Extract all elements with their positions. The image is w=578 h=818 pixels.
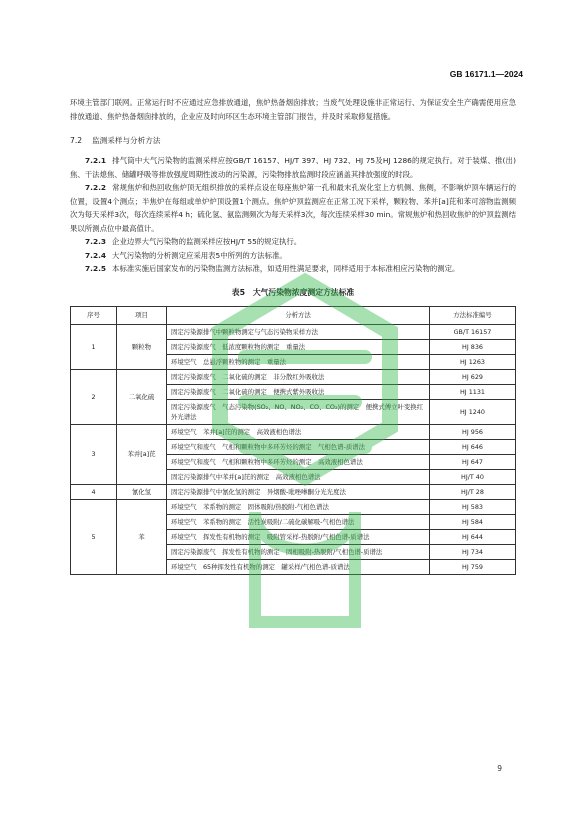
method-standards-table <box>70 306 516 575</box>
clause-list <box>70 154 516 276</box>
table-row <box>71 499 516 514</box>
cell-code: GB/T 16157 <box>430 324 516 339</box>
cell-item: 颗粒物 <box>117 324 167 369</box>
clause-number: 7.2.4 <box>85 250 107 260</box>
cell-method: 环境空气和废气 气相和颗粒物中多环芳烃的测定 气相色谱-质谱法 <box>167 439 430 454</box>
clause-number: 7.2.1 <box>85 156 107 165</box>
table-row <box>71 424 516 439</box>
header-cell-method: 分析方法 <box>167 306 430 324</box>
intro-paragraph: 环境主管部门联网。正常运行时不应通过应急排放通道，焦炉热备烟囱排放；当废气处理设施非正常运行、为保证安全生产确需使用应急排放通道、焦炉热备烟囱排放的，企业应及时向环区生态环境主管部门报告，并及时采取修复措施。 <box>70 98 516 121</box>
table-row <box>71 324 516 339</box>
document-body <box>70 96 516 575</box>
cell-method: 固定污染源排气中氰化氢的测定 异烟酸-吡唑啉酮分光光度法 <box>167 484 430 499</box>
clause-item <box>70 249 516 263</box>
cell-method: 环境空气 总悬浮颗粒物的测定 重量法 <box>167 354 430 369</box>
cell-method: 固定污染源废气 低浓度颗粒物的测定 重量法 <box>167 339 430 354</box>
clause-number: 7.2.5 <box>85 264 107 273</box>
clause-text: 大气污染物的分析测定应采用表5中所列的方法标准。 <box>112 250 287 260</box>
standard-code-header: GB 16171.1—2024 <box>449 69 523 79</box>
clause-number: 7.2.3 <box>85 237 107 246</box>
clause-text: 本标准实施后国家发布的污染物监测方法标准，如适用性满足要求，同样适用于本标准相应污染物的测定。 <box>112 264 460 273</box>
cell-code: HJ 583 <box>430 499 516 514</box>
clause-item <box>70 154 516 181</box>
cell-method: 环境空气 挥发性有机物的测定 吸附管采样-热脱附/气相色谱-质谱法 <box>167 529 430 544</box>
cell-method: 环境空气 苯系物的测定 固体吸附/热脱附-气相色谱法 <box>167 499 430 514</box>
clause-item <box>70 235 516 249</box>
cell-code: HJ 1131 <box>430 384 516 399</box>
cell-item: 苯并[a]芘 <box>117 424 167 484</box>
cell-code: HJ 646 <box>430 439 516 454</box>
cell-method: 固定污染源废气 二氧化硫的测定 非分散红外吸收法 <box>167 369 430 384</box>
cell-no: 3 <box>71 424 117 484</box>
cell-method: 环境空气 苯系物的测定 活性炭吸附/二硫化碳解吸-气相色谱法 <box>167 514 430 529</box>
clause-item <box>70 181 516 235</box>
clause-text: 排气筒中大气污染物的监测采样应按GB/T 16157、HJ/T 397、HJ 732、HJ 75及HJ 1286的规定执行。对于装煤、推(出)焦、干法熄焦、储罐呼吸等排放强度周期性波动的污染源，污染物排放监测时段应涵盖其排放强度的时段。 <box>70 156 516 179</box>
cell-code: HJ 836 <box>430 339 516 354</box>
cell-method: 环境空气和废气 气相和颗粒物中多环芳烃的测定 高效液相色谱法 <box>167 454 430 469</box>
cell-code: HJ 644 <box>430 529 516 544</box>
cell-no: 5 <box>71 499 117 574</box>
cell-method: 固定污染源废气 二氧化硫的测定 便携式紫外吸收法 <box>167 384 430 399</box>
cell-item: 苯 <box>117 499 167 574</box>
cell-no: 1 <box>71 324 117 369</box>
cell-code: HJ 1263 <box>430 354 516 369</box>
clause-text: 常规焦炉和热回收焦炉顶无组织排放的采样点设在每座焦炉第一孔和最末孔炭化室上方机侧、焦侧，不影响炉顶车辆运行的位置，设置4个测点；半焦炉在每组或单炉炉顶设置1个测点。焦炉炉顶监测应在正常工况下采样，颗粒物、苯并[a]芘和苯可溶物监测频次为每天采样3次，每次连续采样4 h；硫化氢、氨监测频次为每天采样3次，每次连续采样30 min。常规焦炉和热回收焦炉的炉顶监测结果以所测点位中最高值计。 <box>70 183 516 233</box>
page-number: 9 <box>497 764 502 773</box>
table-caption: 表5 大气污染物浓度测定方法标准 <box>231 287 355 297</box>
cell-code: HJ 584 <box>430 514 516 529</box>
cell-item: 二氧化硫 <box>117 369 167 424</box>
header-cell-no: 序号 <box>71 306 117 324</box>
table-header-row <box>71 306 516 324</box>
cell-code: HJ/T 40 <box>430 469 516 484</box>
cell-method: 固定污染源废气 气态污染物(SO₂、NO、NO₂、CO、CO₂)的测定 便携式傅立叶变换红外光谱法 <box>167 399 430 424</box>
cell-no: 2 <box>71 369 117 424</box>
cell-code: HJ/T 28 <box>430 484 516 499</box>
header-cell-code: 方法标准编号 <box>430 306 516 324</box>
cell-code: HJ 1240 <box>430 399 516 424</box>
clause-number: 7.2.2 <box>85 183 107 192</box>
section-title: 监测采样与分析方法 <box>92 136 161 145</box>
header-cell-item: 项目 <box>117 306 167 324</box>
cell-code: HJ 759 <box>430 559 516 574</box>
cell-method: 固定污染源废气 挥发性有机物的测定 固相吸附-热脱附/气相色谱-质谱法 <box>167 544 430 559</box>
table-row <box>71 369 516 384</box>
cell-code: HJ 629 <box>430 369 516 384</box>
cell-code: HJ 734 <box>430 544 516 559</box>
section-number: 7.2 <box>70 136 83 145</box>
cell-method: 固定污染源排气中苯并[a]芘的测定 高效液相色谱法 <box>167 469 430 484</box>
table-body <box>71 324 516 574</box>
cell-method: 固定污染源排气中颗粒物测定与气态污染物采样方法 <box>167 324 430 339</box>
cell-method: 环境空气 苯并[a]芘的测定 高效液相色谱法 <box>167 424 430 439</box>
clause-text: 企业边界大气污染物的监测采样应按HJ/T 55的规定执行。 <box>112 237 302 246</box>
cell-method: 环境空气 65种挥发性有机物的测定 罐采样/气相色谱-质谱法 <box>167 559 430 574</box>
clause-item <box>70 262 516 276</box>
cell-item: 氰化氢 <box>117 484 167 499</box>
cell-no: 4 <box>71 484 117 499</box>
cell-code: HJ 647 <box>430 454 516 469</box>
cell-code: HJ 956 <box>430 424 516 439</box>
table-row <box>71 484 516 499</box>
section-heading <box>70 135 516 146</box>
